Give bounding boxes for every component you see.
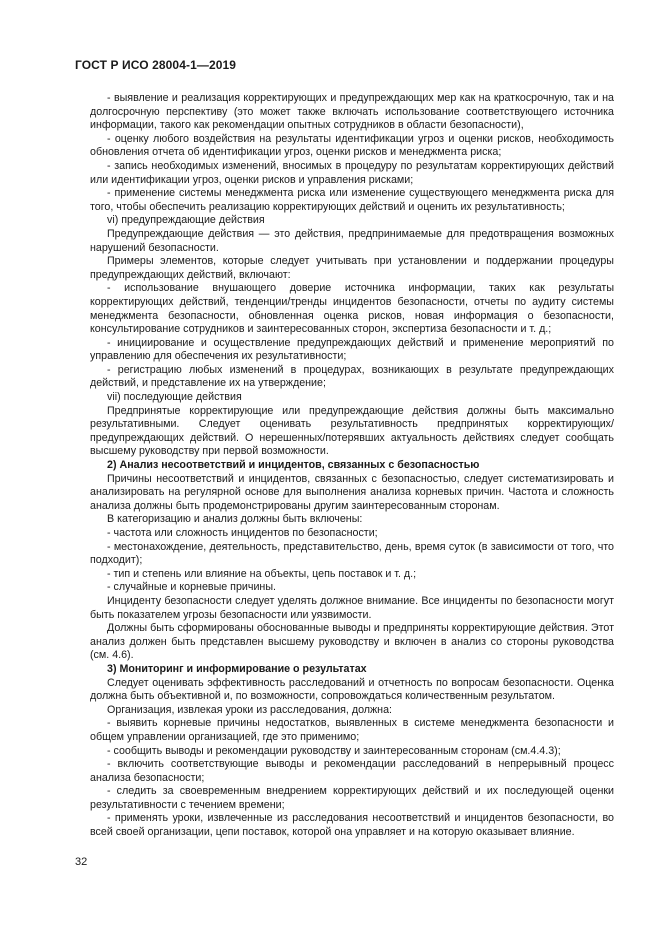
section-heading: 3) Мониторинг и информирование о результатах bbox=[107, 662, 367, 675]
paragraph: Причины несоответствий и инцидентов, связанных с безопасностью, следует систематизировать и анализировать на регулярной основе для выполнения анализа корневых причин. Частота и сложность анализа должны быть продемонстрированы другим заинтересованным сторонам. bbox=[90, 472, 614, 512]
paragraph: Инциденту безопасности следует уделять должное внимание. Все инциденты по безопасности могут быть показателем угрозы безопасности или уязвимости. bbox=[90, 594, 614, 621]
paragraph: - инициирование и осуществление предупреждающих действий и применение мероприятий по управлению для обеспечения их результативности; bbox=[90, 336, 614, 363]
paragraph: Примеры элементов, которые следует учитывать при установлении и поддержании процедуры предупреждающих действий, включают: bbox=[90, 255, 614, 281]
paragraph: - оценку любого воздействия на результаты идентификации угроз и оценки рисков, необходимость обновления отчета об идентификации угроз, оценки рисков и менеджмента риска; bbox=[90, 132, 614, 159]
document-body bbox=[90, 92, 614, 840]
paragraph: В категоризацию и анализ должны быть включены: bbox=[107, 513, 363, 526]
paragraph: - случайные и корневые причины. bbox=[107, 581, 276, 594]
paragraph: Предпринятые корректирующие или предупреждающие действия должны быть максимально результативными. Следует оценивать результативность предпринятых корректирующих/предупреждающих действий. О нерешенных/потерявших актуальность действиях следует сообщать высшему руководству при первой возможности. bbox=[90, 404, 614, 458]
paragraph: - выявление и реализация корректирующих и предупреждающих мер как на краткосрочную, так и на долгосрочную перспективу (это может также включать использование соответствующего источника информации, такого как рекомендации опытных сотрудников в области безопасности), bbox=[90, 92, 614, 132]
paragraph: Организация, извлекая уроки из расследования, должна: bbox=[107, 703, 393, 716]
paragraph: Предупреждающие действия — это действия, предпринимаемые для предотвращения возможных нарушений безопасности. bbox=[90, 227, 614, 254]
paragraph: - сообщить выводы и рекомендации руководству и заинтересованным сторонам (см.4.4.3); bbox=[107, 744, 561, 757]
paragraph: - применение системы менеджмента риска или изменение существующего менеджмента риска для того, чтобы обеспечить реализацию корректирующих действий и оценить их результативность; bbox=[90, 187, 614, 213]
paragraph: - местонахождение, деятельность, представительство, день, время суток (в зависимости от того, что подходит); bbox=[90, 540, 614, 567]
paragraph: Следует оценивать эффективность расследований и отчетность по вопросам безопасности. Оценка должна быть объективной и, по возможности, сопровождаться количественным результатом. bbox=[90, 676, 614, 703]
paragraph: - выявить корневые причины недостатков, выявленных в системе менеджмента безопасности и общем управлении организацией, где это применимо; bbox=[90, 717, 614, 743]
paragraph: - запись необходимых изменений, вносимых в процедуру по результатам корректирующих действий или идентификации угроз, оценки рисков и управления рисками; bbox=[90, 159, 614, 186]
page-number: 32 bbox=[75, 856, 88, 868]
paragraph: - регистрацию любых изменений в процедурах, возникающих в результате предупреждающих действий, и представление их на утверждение; bbox=[90, 363, 614, 390]
paragraph: - следить за своевременным внедрением корректирующих действий и их последующей оценки результативности с течением времени; bbox=[90, 785, 614, 811]
paragraph: vii) последующие действия bbox=[107, 391, 242, 404]
paragraph: - включить соответствующие выводы и рекомендации расследований в непрерывный процесс анализа безопасности; bbox=[90, 758, 614, 784]
section-heading: 2) Анализ несоответствий и инцидентов, связанных с безопасностью bbox=[107, 459, 480, 472]
paragraph: Должны быть сформированы обоснованные выводы и предприняты корректирующие действия. Этот анализ должен быть представлен высшему руководству и включен в анализ со стороны руководства (см. 4.6). bbox=[90, 622, 614, 662]
paragraph: - применять уроки, извлеченные из расследования несоответствий и инцидентов безопасности, во всей своей организации, цепи поставок, которой она управляет и на которую оказывает влияние. bbox=[90, 812, 614, 839]
paragraph: - частота или сложность инцидентов по безопасности; bbox=[107, 527, 378, 539]
paragraph: vi) предупреждающие действия bbox=[107, 214, 265, 227]
paragraph: - использование внушающего доверие источника информации, таких как результаты корректирующих действий, тенденции/тренды инцидентов безопасности, отчеты по аудиту системы менеджмента безопасности, обновленная оценка рисков, новая информация о безопасности, консультирование сотрудников и заинтересованных сторон, экспертиза безопасности и т. д.; bbox=[90, 282, 614, 336]
document-header: ГОСТ Р ИСО 28004-1—2019 bbox=[75, 58, 237, 72]
paragraph: - тип и степень или влияние на объекты, цепь поставок и т. д.; bbox=[107, 567, 417, 580]
